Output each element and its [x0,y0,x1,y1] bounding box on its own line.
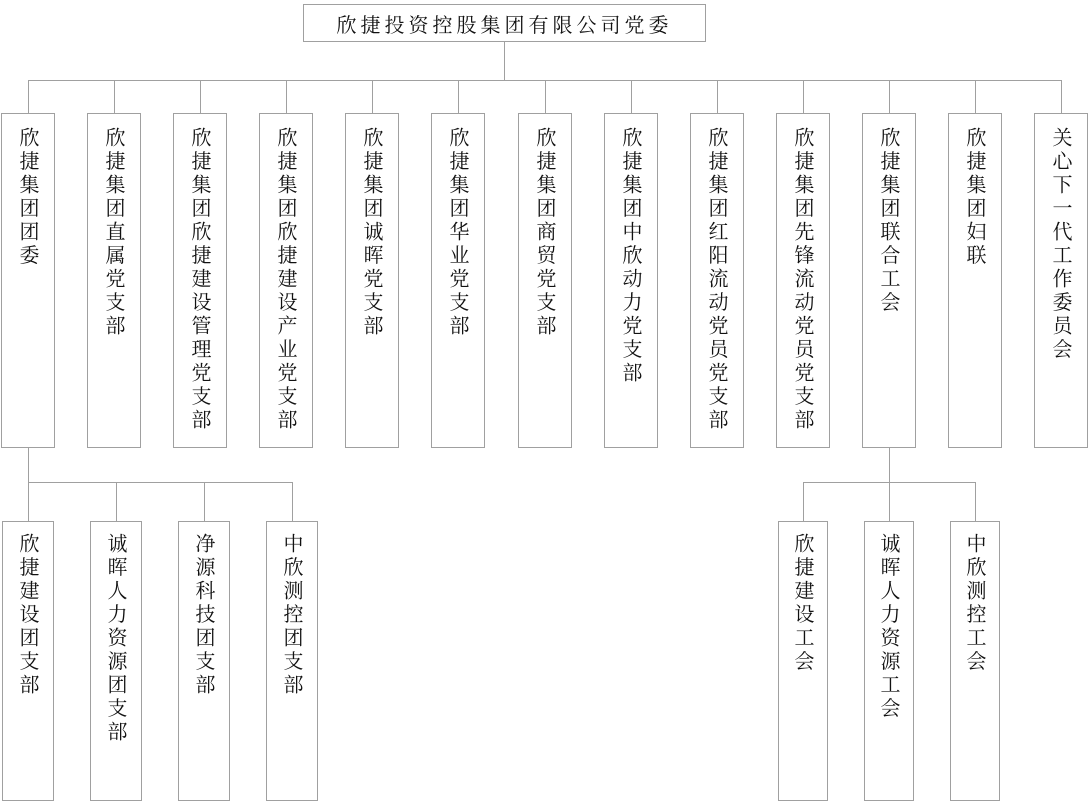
org-node-direct-party-branch [87,113,141,448]
org-node-label: 关心下一代工作委员会 [1049,127,1073,362]
connector-union-rail [803,482,976,483]
org-node-label: 欣捷集团欣捷建设产业党支部 [274,127,298,433]
connector-stub [975,482,976,521]
connector-stub [975,80,976,113]
org-node-label: 欣捷集团华业党支部 [446,127,470,339]
org-node-zhongxin-control-youth-branch [266,521,318,801]
org-node-huaye-party-branch [431,113,485,448]
connector-stub [200,80,201,113]
org-node-label: 欣捷集团中欣动力党支部 [619,127,643,386]
org-node-next-generation-committee [1034,113,1088,448]
connector-stub [28,80,29,113]
org-node-chenghui-party-branch [345,113,399,448]
org-node-label: 欣捷集团团委 [16,127,40,268]
org-node-label: 欣捷集团先锋流动党员党支部 [791,127,815,433]
org-node-construction-youth-branch [2,521,54,801]
org-node-jingyuan-tech-youth-branch [178,521,230,801]
org-node-label: 欣捷集团商贸党支部 [533,127,557,339]
org-node-label: 欣捷集团妇联 [963,127,987,268]
org-node-construction-union [778,521,828,801]
connector-union-drop [889,448,890,521]
connector-stub [204,482,205,521]
org-node-label: 欣捷建设工会 [791,533,815,674]
org-node-zhongxin-control-union [950,521,1000,801]
connector-stub [372,80,373,113]
connector-stub [286,80,287,113]
org-node-joint-union [862,113,916,448]
connector-stub [631,80,632,113]
org-node-label: 欣捷建设团支部 [16,533,40,698]
org-node-label: 欣捷集团直属党支部 [102,127,126,339]
org-node-label: 欣捷集团红阳流动党员党支部 [705,127,729,433]
connector-stub [803,482,804,521]
connector-stub [803,80,804,113]
org-node-label: 中欣测控团支部 [280,533,304,698]
org-node-label: 欣捷集团诚晖党支部 [360,127,384,339]
org-node-chenghui-hr-union [864,521,914,801]
connector-stub [116,482,117,521]
org-node-hongyang-mobile-party-branch [690,113,744,448]
org-node-xianfeng-mobile-party-branch [776,113,830,448]
connector-root-drop [504,42,505,80]
org-node-label: 诚晖人力资源团支部 [104,533,128,745]
connector-youth-rail [28,482,293,483]
connector-stub [545,80,546,113]
connector-stub [717,80,718,113]
connector-stub [292,482,293,521]
org-node-construction-industry-party-branch [259,113,313,448]
org-node-label: 中欣测控工会 [963,533,987,674]
connector-youth-drop [28,448,29,521]
connector-stub [889,80,890,113]
org-node-zhongxin-power-party-branch [604,113,658,448]
org-node-label: 欣捷集团联合工会 [877,127,901,315]
org-node-construction-mgmt-party-branch [173,113,227,448]
connector-stub [114,80,115,113]
org-node-label: 净源科技团支部 [192,533,216,698]
connector-stub [1061,80,1062,113]
org-node-root [303,4,706,42]
org-node-label: 诚晖人力资源工会 [877,533,901,721]
connector-stub [458,80,459,113]
org-node-root-label: 欣捷投资控股集团有限公司党委 [336,12,673,37]
org-node-womens-federation [948,113,1002,448]
org-node-trade-party-branch [518,113,572,448]
org-node-chenghui-hr-youth-branch [90,521,142,801]
org-node-youth-committee [1,113,55,448]
org-node-label: 欣捷集团欣捷建设管理党支部 [188,127,212,433]
